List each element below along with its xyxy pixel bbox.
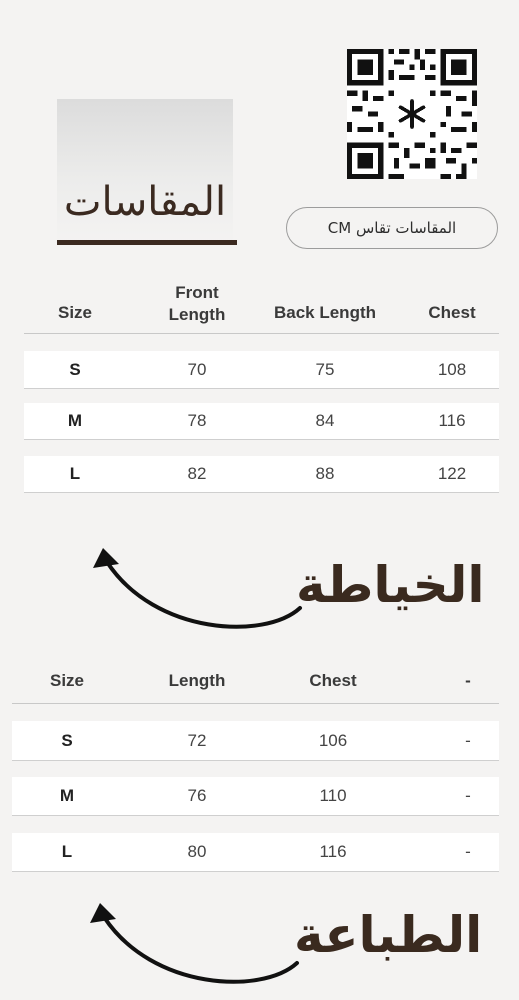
cell-back: 88	[315, 464, 335, 483]
title-underline	[57, 240, 237, 245]
cell-front: 78	[187, 411, 207, 430]
cell-chest: 116	[319, 842, 347, 861]
header-size: Size	[49, 671, 85, 690]
cell-length: 76	[187, 786, 207, 805]
header-divider	[24, 333, 499, 334]
cell-extra: -	[465, 730, 471, 750]
qr-code-icon	[347, 49, 477, 179]
header-front-line1: Front	[175, 283, 219, 302]
header-front-length	[147, 282, 247, 326]
table-row	[12, 721, 499, 761]
table-row	[12, 833, 499, 872]
cell-size: L	[69, 464, 81, 483]
cell-length: 72	[187, 730, 207, 750]
header-front-line2: Length	[168, 305, 226, 325]
cell-chest: 106	[318, 730, 348, 750]
table-row	[12, 777, 499, 816]
cell-back: 75	[315, 359, 335, 379]
cell-size: S	[69, 359, 81, 379]
cell-length: 80	[187, 842, 207, 861]
page-title: المقاسات	[63, 179, 227, 225]
header-chest: Chest	[428, 303, 476, 322]
table-row	[24, 351, 499, 389]
header-length: Length	[168, 671, 226, 690]
cell-extra: -	[465, 786, 471, 805]
section-label-printing: الطباعة	[294, 906, 483, 964]
header-extra: -	[465, 671, 471, 690]
tailoring-table-header	[0, 276, 519, 334]
header-divider	[12, 703, 499, 704]
cell-size: S	[61, 730, 73, 750]
table-row	[24, 456, 499, 493]
measurement-unit-badge: المقاسات تقاس CM	[286, 207, 498, 249]
curved-arrow-icon	[85, 540, 315, 640]
cell-chest: 110	[319, 786, 347, 805]
header-back-length: Back Length	[273, 303, 377, 322]
section-label-tailoring: الخياطة	[296, 556, 485, 614]
cell-back: 84	[315, 411, 335, 430]
cell-chest: 108	[437, 359, 467, 379]
table-row	[24, 403, 499, 440]
printing-table-header	[0, 660, 519, 700]
cell-chest: 116	[438, 411, 466, 430]
cell-extra: -	[465, 842, 471, 861]
cell-chest: 122	[437, 464, 467, 483]
cell-size: M	[67, 411, 83, 430]
cell-size: L	[61, 842, 73, 861]
header-size: Size	[57, 303, 93, 322]
cell-front: 70	[187, 359, 207, 379]
cell-size: M	[59, 786, 75, 805]
header-chest: Chest	[309, 671, 357, 690]
cell-front: 82	[187, 464, 207, 483]
curved-arrow-icon	[82, 895, 312, 995]
